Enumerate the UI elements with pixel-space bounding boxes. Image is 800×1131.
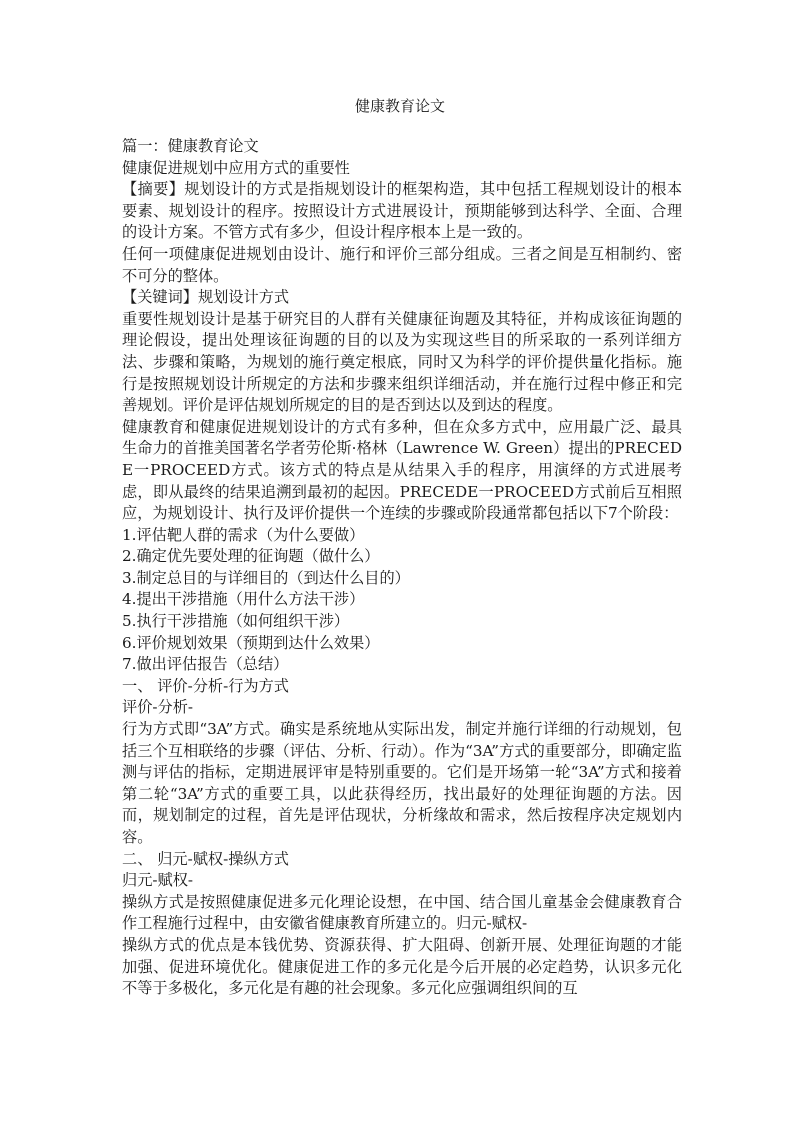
paragraph: 行为方式即“3A”方式。确实是系统地从实际出发，制定并施行详细的行动规划，包括三个互相联络的步骤（评估、分析、行动）。作为“3A”方式的重要部分，即确定监测与评估的指标，定期进展评审是特别重要的。它们是开场第一轮“3A”方式和接着第二轮“3A”方式的重要工具，以此获得经历，找出最好的处理征询题的方法。因而，规划制定的过程，首先是评估现状，分析缘故和需求，然后按程序决定规划内容。 xyxy=(122,720,682,846)
paragraph: 篇一：健康教育论文 xyxy=(122,137,259,155)
paragraph: 【关键词】规划设计方式 xyxy=(122,288,290,307)
list-item: 1.评估靶人群的需求（为什么要做） xyxy=(122,525,365,544)
paragraph: 【摘要】规划设计的方式是指规划设计的框架构造，其中包括工程规划设计的根本要素、规划设计的程序。按照设计方式进展设计，预期能够到达科学、全面、合理的设计方案。不管方式有多少，但设计程序根本上是一致的。 xyxy=(122,180,682,242)
section-heading: 一、 评价-分析-行为方式 xyxy=(122,676,289,695)
document-title: 健康教育论文 xyxy=(354,97,445,115)
paragraph: 归元-赋权- xyxy=(122,871,194,890)
paragraph: 健康促进规划中应用方式的重要性 xyxy=(122,158,350,177)
list-item: 6.评价规划效果（预期到达什么效果） xyxy=(122,633,380,652)
list-item: 3.制定总目的与详细目的（到达什么目的） xyxy=(122,568,410,587)
list-item: 7.做出评估报告（总结） xyxy=(122,655,289,674)
list-item: 4.提出干涉措施（用什么方法干涉） xyxy=(122,590,365,609)
paragraph: 评价-分析- xyxy=(122,698,194,717)
document-body xyxy=(122,136,682,1000)
paragraph: 任何一项健康促进规划由设计、施行和评价三部分组成。三者之间是互相制约、密不可分的整体。 xyxy=(122,244,682,285)
list-item: 2.确定优先要处理的征询题（做什么） xyxy=(122,547,380,566)
paragraph: 重要性规划设计是基于研究目的人群有关健康征询题及其特征，并构成该征询题的理论假设，提出处理该征询题的目的以及为实现这些目的所采取的一系列详细方法、步骤和策略，为规划的施行奠定根底，同时又为科学的评价提供量化指标。施行是按照规划设计所规定的方法和步骤来组织详细活动，并在施行过程中修正和完善规划。评价是评估规划所规定的目的是否到达以及到达的程度。 xyxy=(122,309,682,415)
paragraph: 健康教育和健康促进规划设计的方式有多种，但在众多方式中，应用最广泛、最具生命力的首推美国著名学者劳伦斯·格林（Lawrence W. Green）提出的PRECEDE一PROCEED方式。该方式的特点是从结果入手的程序，用演绎的方式进展考虑，即从最终的结果追溯到最初的起因。PRECEDE一PROCEED方式前后互相照应，为规划设计、执行及评价提供一个连续的步骤或阶段通常都包括以下7个阶段： xyxy=(122,417,682,523)
paragraph: 操纵方式是按照健康促进多元化理论设想，在中国、结合国儿童基金会健康教育合作工程施行过程中，由安徽省健康教育所建立的。归元-赋权- xyxy=(122,892,682,933)
list-item: 5.执行干涉措施（如何组织干涉） xyxy=(122,612,350,631)
section-heading: 二、 归元-赋权-操纵方式 xyxy=(122,849,289,868)
paragraph: 操纵方式的优点是本钱优势、资源获得、扩大阻碍、创新开展、处理征询题的才能加强、促进环境优化。健康促进工作的多元化是今后开展的必定趋势，认识多元化不等于多极化，多元化是有趣的社会现象。多元化应强调组织间的互 xyxy=(122,935,682,998)
